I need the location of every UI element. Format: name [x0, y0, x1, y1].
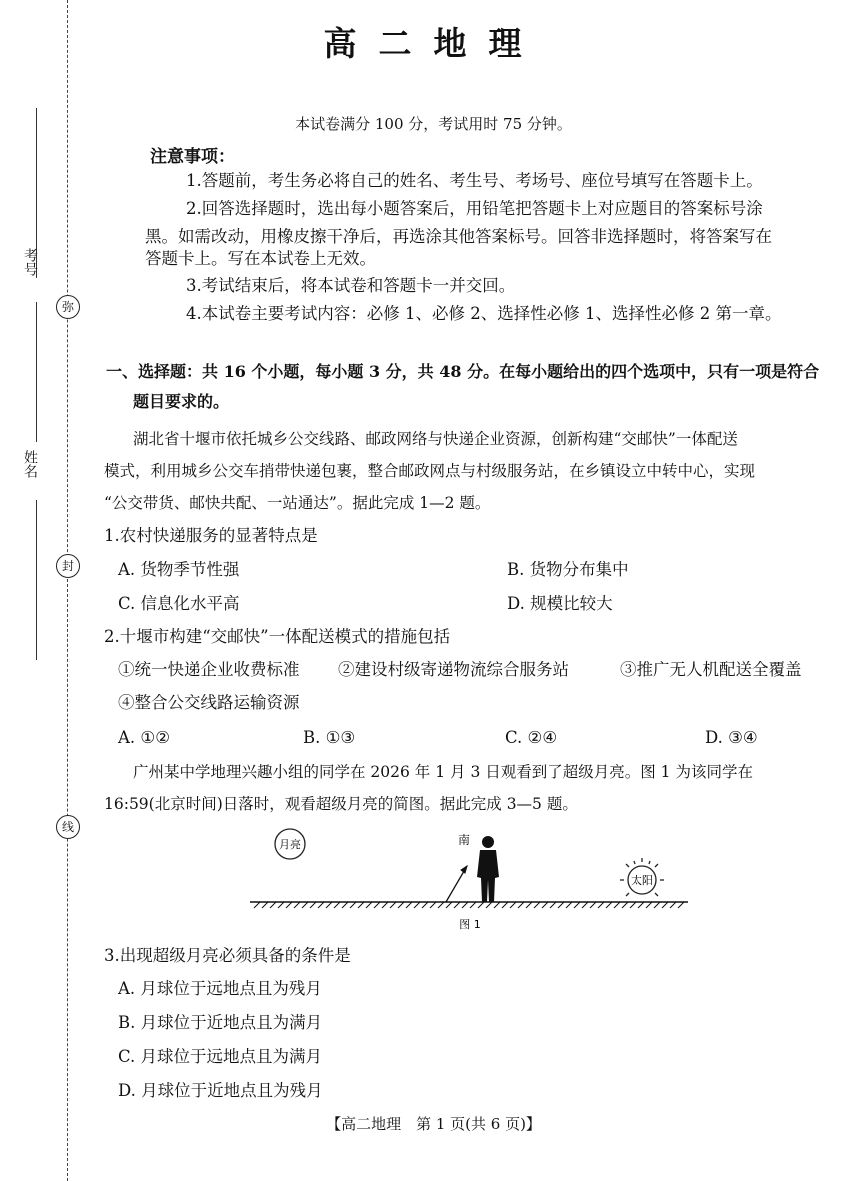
q1-stem: 1.农村快递服务的显著特点是 — [104, 526, 318, 545]
page-footer: 【高二地理 第 1 页(共 6 页)】 — [326, 1115, 541, 1133]
passage1-line-1: 湖北省十堰市依托城乡公交线路、邮政网络与快递企业资源，创新构建“交邮快”一体配送 — [133, 430, 738, 448]
section-heading-line-1: 一、选择题：共 16 个小题，每小题 3 分，共 48 分。在每小题给出的四个选项中，只有一项是符合 — [106, 362, 820, 381]
notice-line-4: 答题卡上。写在本试卷上无效。 — [145, 249, 376, 268]
moon-label: 月亮 — [279, 838, 301, 851]
observer-figure — [477, 836, 499, 902]
sight-arrow-icon — [446, 866, 467, 902]
passage2-line-1: 广州某中学地理兴趣小组的同学在 2026 年 1 月 3 日观看到了超级月亮。图 1 为该同学在 — [133, 763, 753, 781]
seal-feng: 封 — [56, 554, 80, 578]
q2-stem: 2.十堰市构建“交邮快”一体配送模式的措施包括 — [104, 627, 451, 646]
figure-1-diagram — [240, 822, 700, 937]
passage1-line-2: 模式，利用城乡公交车捎带快递包裹，整合邮政网点与村级服务站，在乡镇设立中转中心，实现 — [104, 462, 756, 480]
page-title: 高二地理 — [323, 24, 544, 63]
q3-option-a: A. 月球位于远地点且为残月 — [118, 979, 322, 998]
name-underline — [36, 302, 37, 442]
notice-heading: 注意事项： — [150, 147, 235, 167]
notice-line-2: 2.回答选择题时，选出每小题答案后，用铅笔把答题卡上对应题目的答案标号涂 — [186, 199, 763, 218]
passage2-line-2: 16:59(北京时间)日落时，观看超级月亮的简图。据此完成 3—5 题。 — [104, 795, 578, 813]
notice-line-1: 1.答题前，考生务必将自己的姓名、考生号、考场号、座位号填写在答题卡上。 — [186, 171, 763, 190]
exam-no-label: 考号 — [22, 248, 38, 276]
south-label: 南 — [457, 833, 471, 847]
q2-item-4: ④整合公交线路运输资源 — [118, 693, 300, 712]
q1-option-c: C. 信息化水平高 — [118, 594, 240, 613]
exam-info: 本试卷满分 100 分，考试用时 75 分钟。 — [295, 115, 572, 133]
q2-option-a: A. ①② — [118, 728, 170, 747]
q3-option-d: D. 月球位于近地点且为残月 — [118, 1081, 323, 1100]
sun-icon — [620, 858, 664, 896]
q1-option-a: A. 货物季节性强 — [118, 560, 240, 579]
q2-option-c: C. ②④ — [505, 728, 558, 747]
class-underline — [36, 500, 37, 660]
name-label: 姓名 — [22, 450, 38, 478]
seal-mi: 弥 — [56, 295, 80, 319]
sun-label: 太阳 — [631, 874, 653, 887]
q3-stem: 3.出现超级月亮必须具备的条件是 — [104, 946, 351, 965]
figure-caption: 图 1 — [459, 918, 481, 931]
q2-option-b: B. ①③ — [303, 728, 356, 747]
ground-line — [250, 902, 688, 908]
q2-item-3: ③推广无人机配送全覆盖 — [620, 660, 802, 679]
moon-icon — [275, 829, 305, 859]
q1-option-d: D. 规模比较大 — [507, 594, 613, 613]
notice-line-5: 3.考试结束后，将本试卷和答题卡一并交回。 — [186, 276, 516, 295]
q3-option-c: C. 月球位于远地点且为满月 — [118, 1047, 323, 1066]
q3-option-b: B. 月球位于近地点且为满月 — [118, 1013, 323, 1032]
q2-option-d: D. ③④ — [705, 728, 758, 747]
section-heading-line-2: 题目要求的。 — [133, 392, 230, 411]
passage1-line-3: “公交带货、邮快共配、一站通达”。据此完成 1—2 题。 — [104, 494, 491, 512]
q2-item-1: ①统一快递企业收费标准 — [118, 660, 300, 679]
binding-dashed-line — [67, 0, 68, 1181]
q1-option-b: B. 货物分布集中 — [507, 560, 629, 579]
seal-xian: 线 — [56, 815, 80, 839]
notice-line-6: 4.本试卷主要考试内容：必修 1、必修 2、选择性必修 1、选择性必修 2 第一章。 — [186, 304, 782, 323]
q2-item-2: ②建设村级寄递物流综合服务站 — [338, 660, 569, 679]
notice-line-3: 黑。如需改动，用橡皮擦干净后，再选涂其他答案标号。回答非选择题时，将答案写在 — [145, 227, 772, 246]
